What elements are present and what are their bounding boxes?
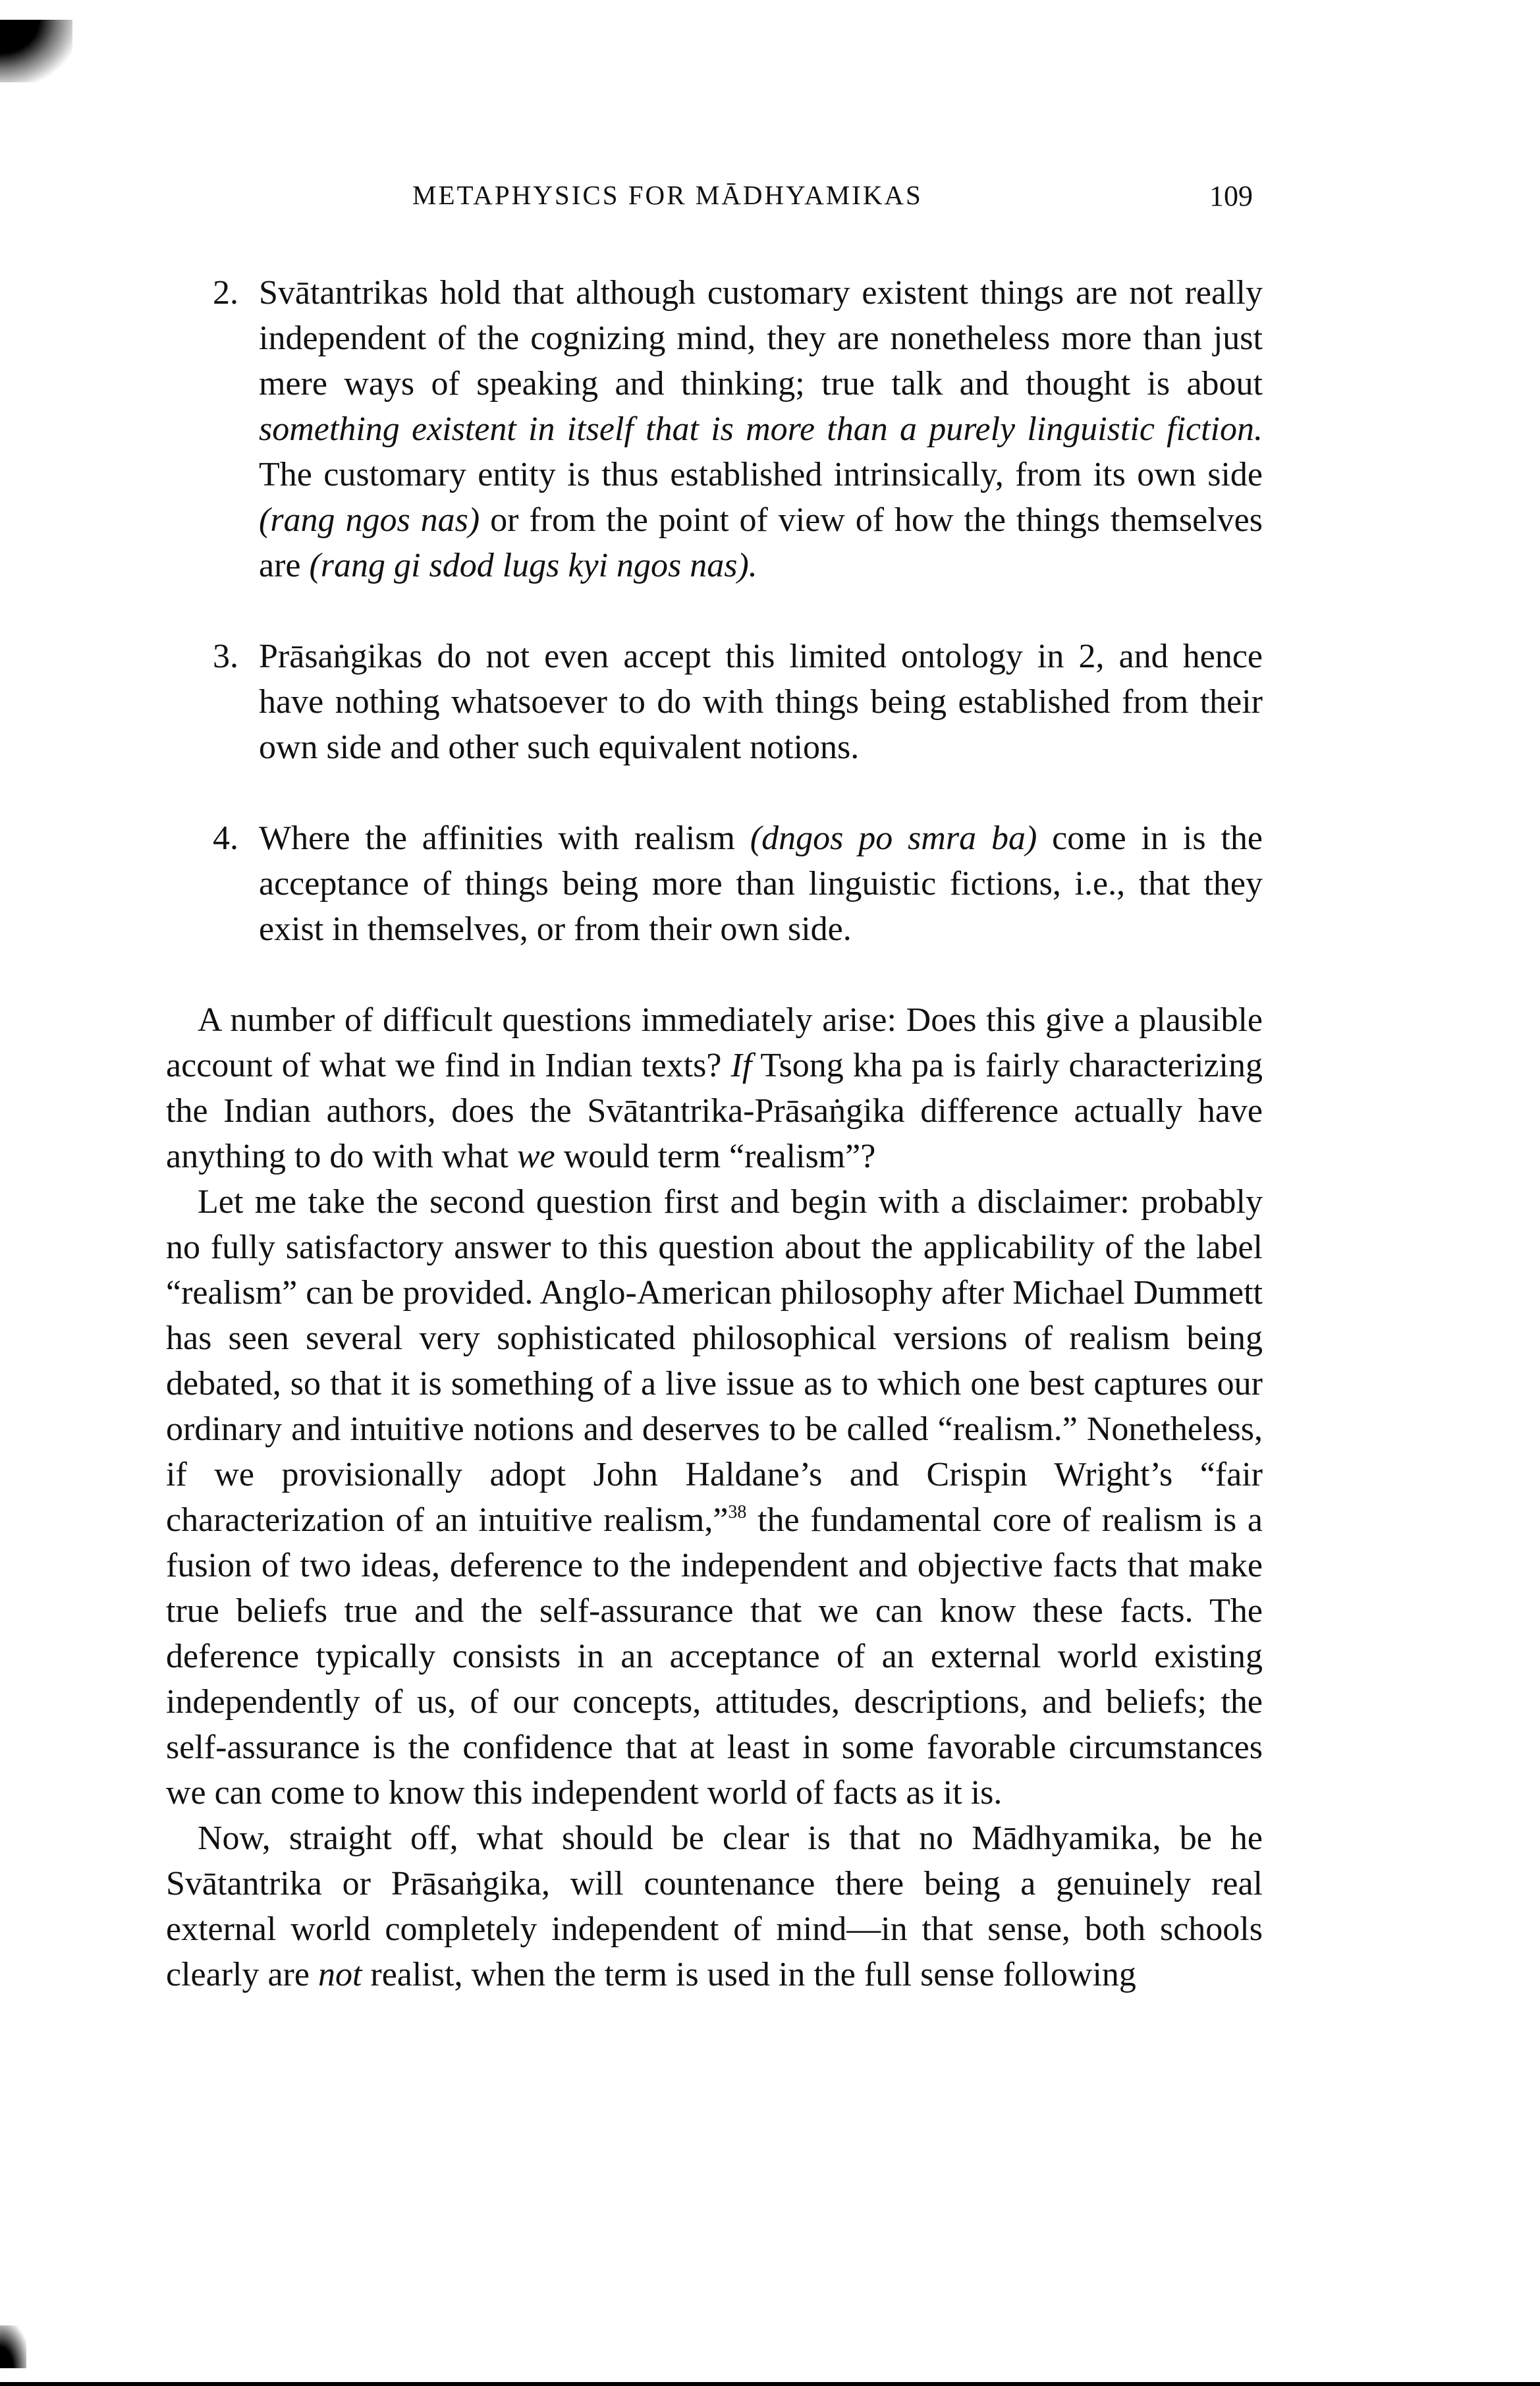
paragraph-realism-definition <box>166 1179 1263 1816</box>
text-run: would term “realism”? <box>555 1138 876 1175</box>
text-run: Prāsaṅgikas do not even accept this limited ontology in 2, and hence have nothing whatsoever to do with things being established from their own side and other such equivalent notions. <box>259 638 1263 766</box>
scan-edge-bottom <box>0 2382 1540 2386</box>
list-number: 3. <box>213 638 238 675</box>
tibetan-term: (dngos po smra ba) <box>750 819 1037 857</box>
page-body <box>166 270 1263 1997</box>
paragraph-questions <box>166 997 1263 1179</box>
text-run: Now, straight off, what should be clear is that no Mādhyamika, be he Svātantrika or Prāsaṅgika, will countenance there being a genuinely real external world completely independent of mind—in that sense, both schools clearly are <box>166 1819 1263 1993</box>
tibetan-term: (rang gi sdod lugs kyi ngos nas). <box>309 547 757 584</box>
numbered-list <box>166 270 1263 952</box>
list-item-4 <box>166 816 1263 952</box>
scan-shadow-bottom-left <box>0 2325 26 2368</box>
text-run: Let me take the second question first and begin with a disclaimer: probably no fully satisfactory answer to this question about the applicability of the label “realism” can be provided. Anglo-American philosophy after Michael Dummett has seen several very sophisticated philosophical versions of realism being debated, so that it is something of a live issue as to which one best captures our ordinary and intuitive notions and deserves to be called “realism.” Nonetheless, if we provisionally adopt John Haldane’s and Crispin Wright’s “fair characterization of an intuitive realism,” <box>166 1183 1263 1539</box>
running-head: METAPHYSICS FOR MĀDHYAMIKAS <box>412 180 923 210</box>
scan-shadow-top-left <box>0 20 72 82</box>
text-run: or from the point of view of how the things themselves are <box>259 501 1263 584</box>
italic-text-run: not <box>317 1956 362 1993</box>
footnote-reference[interactable]: 38 <box>728 1502 747 1522</box>
list-item-3 <box>166 634 1263 770</box>
italic-text-run: If <box>730 1047 752 1084</box>
text-run: realist, when the term is used in the full sense following <box>362 1956 1136 1993</box>
text-run: Svātantrikas hold that although customary existent things are not really independent of the cognizing mind, they are nonetheless more than just mere ways of speaking and thinking; true talk and thought is about <box>259 274 1263 402</box>
text-run: the fundamental core of realism is a fusion of two ideas, deference to the independent and objective facts that make true beliefs true and the self-assurance that we can know these facts. The deference typically consists in an acceptance of an external world existing independently of us, of our concepts, attitudes, descriptions, and beliefs; the self-assurance is the confidence that at least in some favorable circumstances we can come to know this independent world of facts as it is. <box>166 1501 1263 1812</box>
text-run: A number of difficult questions immediately arise: Does this give a plausible account of what we find in Indian texts? <box>166 1001 1263 1084</box>
italic-text-run: something existent in itself that is more than a purely linguistic fiction. <box>259 410 1263 448</box>
list-number: 4. <box>213 819 238 857</box>
tibetan-term: (rang ngos nas) <box>259 501 480 539</box>
text-run: Where the affinities with realism <box>259 819 750 857</box>
list-item-2 <box>166 270 1263 588</box>
text-run: come in is the acceptance of things being more than linguistic fictions, i.e., that they exist in themselves, or from their own side. <box>259 819 1263 948</box>
page-number: 109 <box>1209 180 1253 212</box>
text-run: The customary entity is thus established intrinsically, from its own side <box>259 456 1263 493</box>
list-number: 2. <box>213 274 238 312</box>
text-run: Tsong kha pa is fairly characterizing the Indian authors, does the Svātantrika-Prāsaṅgika difference actually have anything to do with what <box>166 1047 1263 1175</box>
italic-text-run: we <box>516 1138 555 1175</box>
paragraph-madhyamika <box>166 1816 1263 1997</box>
